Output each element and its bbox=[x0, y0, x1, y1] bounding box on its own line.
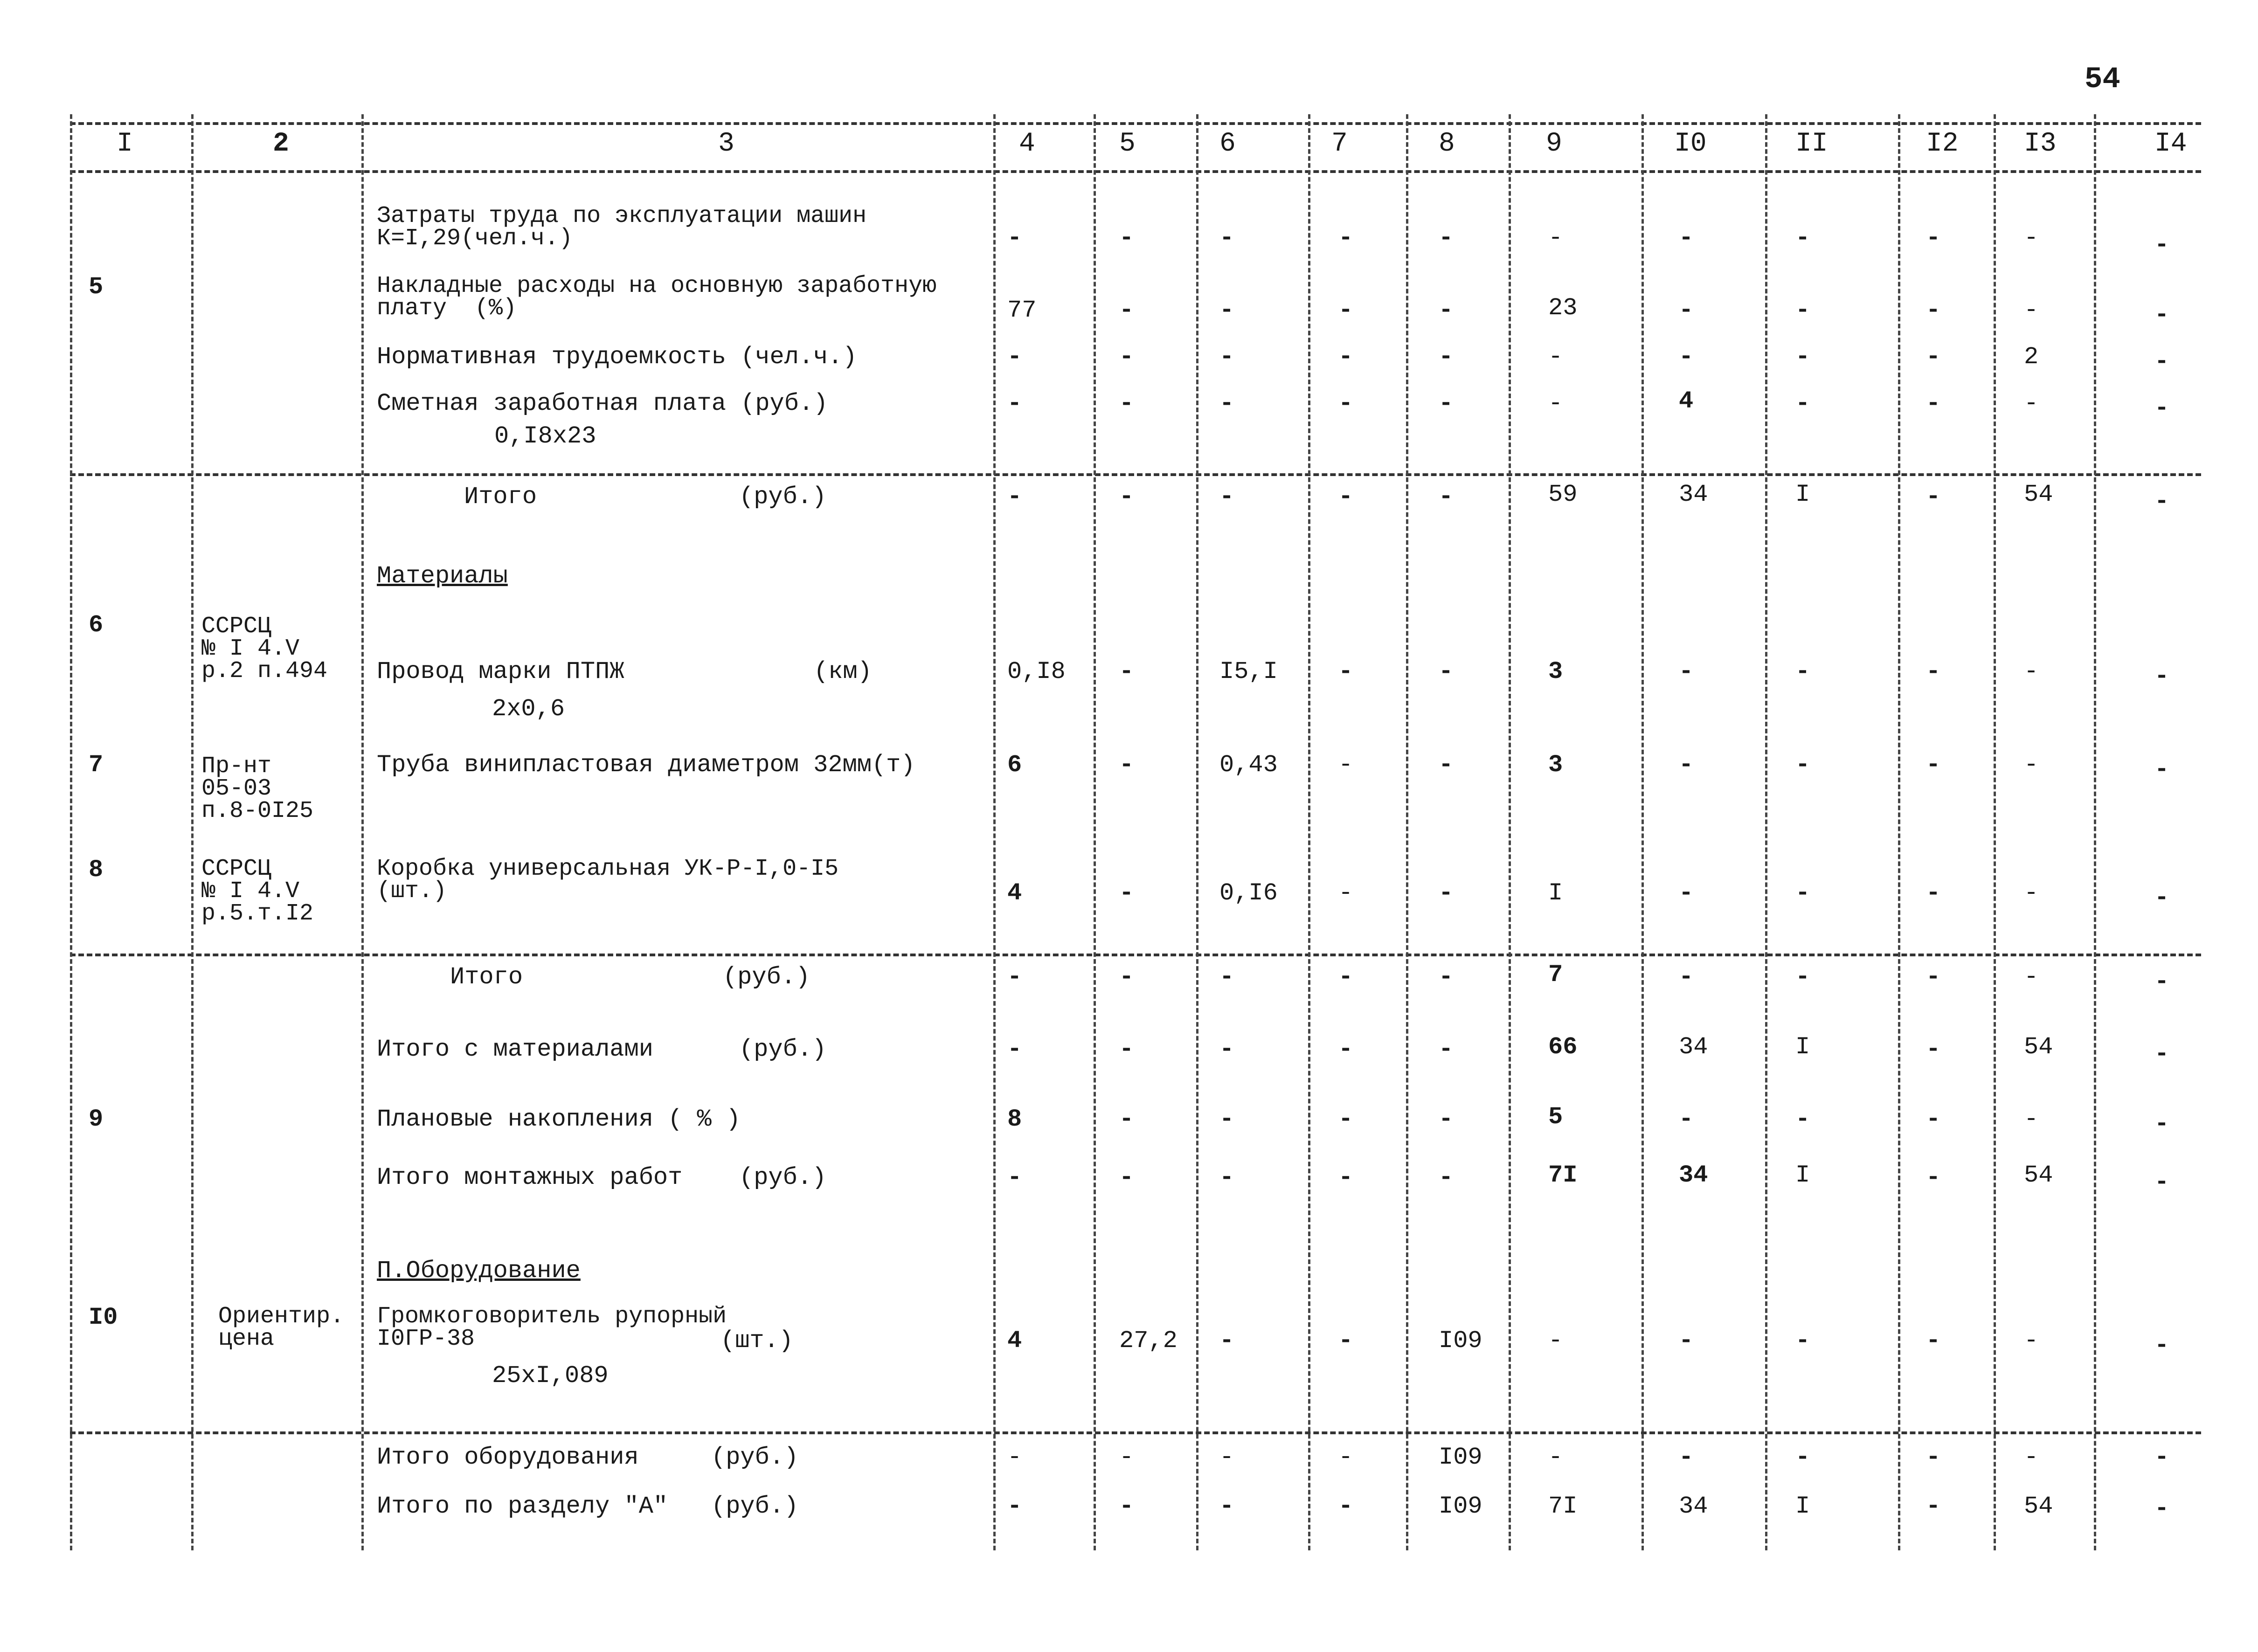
cell-col8: I09 bbox=[1439, 1444, 1482, 1471]
row-unit: (руб.) bbox=[739, 483, 827, 511]
cell-col11: - bbox=[1795, 1106, 1810, 1133]
col-divider bbox=[1642, 114, 1644, 1550]
cell-col10: - bbox=[1679, 963, 1694, 991]
cell-col14: - bbox=[2154, 348, 2169, 375]
cell-col7: - bbox=[1338, 658, 1353, 685]
cell-col9: - bbox=[1548, 390, 1563, 417]
cell-col6: - bbox=[1219, 1164, 1234, 1191]
cell-col6: 0,I6 bbox=[1219, 879, 1278, 907]
cell-col12: - bbox=[1926, 1036, 1941, 1063]
cell-col6: 0,43 bbox=[1219, 751, 1278, 779]
cell-col12: - bbox=[1926, 1106, 1941, 1133]
cell-col10: - bbox=[1679, 1327, 1694, 1355]
cell-col8: I09 bbox=[1439, 1327, 1482, 1355]
section-heading: Материалы bbox=[377, 562, 508, 590]
cell-col4: 4 bbox=[1007, 1327, 1022, 1355]
row-unit: (руб.) bbox=[711, 1493, 799, 1520]
cell-col7: - bbox=[1338, 963, 1353, 991]
cell-col13: - bbox=[2024, 390, 2039, 417]
cell-col8: I09 bbox=[1439, 1493, 1482, 1520]
cell-col12: - bbox=[1926, 297, 1941, 324]
cell-col13: - bbox=[2024, 297, 2039, 324]
cell-col7: - bbox=[1338, 1036, 1353, 1063]
cell-col6: - bbox=[1219, 297, 1234, 324]
cell-col4: - bbox=[1007, 1036, 1022, 1063]
cell-col13: 2 bbox=[2024, 343, 2039, 371]
cell-col10: - bbox=[1679, 879, 1694, 907]
cell-col14: - bbox=[2154, 1110, 2169, 1138]
row-label: Коробка универсальная УК-Р-I,0-I5 (шт.) bbox=[377, 856, 839, 905]
cell-col12: - bbox=[1926, 963, 1941, 991]
cell-col8: - bbox=[1439, 1164, 1454, 1191]
cell-col7: - bbox=[1338, 390, 1353, 417]
cell-col4: 77 bbox=[1007, 297, 1037, 324]
rule-section-2 bbox=[70, 954, 2201, 956]
cell-col8: - bbox=[1439, 1036, 1454, 1063]
cell-col11: - bbox=[1795, 879, 1810, 907]
cell-col5: - bbox=[1119, 1493, 1134, 1520]
rule-top bbox=[70, 122, 2201, 125]
cell-col8: - bbox=[1439, 879, 1454, 907]
cell-col6: - bbox=[1219, 1493, 1234, 1520]
header-cell: 4 bbox=[1019, 129, 1035, 159]
cell-col9: 3 bbox=[1548, 658, 1563, 685]
cell-col14: - bbox=[2154, 1444, 2169, 1471]
header-cell: 5 bbox=[1119, 129, 1136, 159]
cell-col9: - bbox=[1548, 1327, 1563, 1355]
col-divider bbox=[1898, 114, 1900, 1550]
cell-col14: - bbox=[2154, 394, 2169, 422]
cell-col5: - bbox=[1119, 1164, 1134, 1191]
cell-col12: - bbox=[1926, 1164, 1941, 1191]
cell-col11: I bbox=[1795, 481, 1810, 508]
header-cell: II bbox=[1795, 129, 1828, 159]
cell-col9: 5 bbox=[1548, 1103, 1563, 1131]
cell-col12: - bbox=[1926, 483, 1941, 511]
row-label: Итого с материалами bbox=[377, 1036, 653, 1063]
cell-col6: - bbox=[1219, 224, 1234, 252]
cell-col6: I5,I bbox=[1219, 658, 1278, 685]
cell-col4: 0,I8 bbox=[1007, 658, 1066, 685]
cell-col6: - bbox=[1219, 390, 1234, 417]
row-code: Пр-нт 05-03 п.8-0I25 bbox=[201, 753, 314, 824]
cell-col9: - bbox=[1548, 224, 1563, 252]
cell-col5: - bbox=[1119, 343, 1134, 371]
cell-col10: 34 bbox=[1679, 481, 1708, 508]
section-heading: П.Оборудование bbox=[377, 1257, 581, 1285]
row-sub: 25xI,089 bbox=[492, 1362, 609, 1389]
cell-col13: 54 bbox=[2024, 1161, 2053, 1189]
cell-col7: - bbox=[1338, 483, 1353, 511]
row-label: Труба винипластовая диаметром 32мм(т) bbox=[377, 751, 915, 779]
row-sub: 0,I8x23 bbox=[494, 422, 596, 450]
cell-col8: - bbox=[1439, 343, 1454, 371]
cell-col4: - bbox=[1007, 343, 1022, 371]
row-unit: (руб.) bbox=[739, 1036, 827, 1063]
row-label: Накладные расходы на основную заработную плату (%) bbox=[377, 273, 937, 322]
col-divider bbox=[1196, 114, 1198, 1550]
row-number: 7 bbox=[89, 751, 104, 779]
row-label: Итого оборудования bbox=[377, 1444, 639, 1471]
cell-col11: - bbox=[1795, 224, 1810, 252]
cell-col10: - bbox=[1679, 658, 1694, 685]
cell-col8: - bbox=[1439, 658, 1454, 685]
header-cell: 3 bbox=[718, 129, 734, 159]
page-number: 54 bbox=[2085, 63, 2120, 97]
cell-col10: 34 bbox=[1679, 1033, 1708, 1061]
cell-col11: I bbox=[1795, 1161, 1810, 1189]
cell-col5: - bbox=[1119, 658, 1134, 685]
cell-col12: - bbox=[1926, 343, 1941, 371]
cell-col4: - bbox=[1007, 1164, 1022, 1191]
cell-col13: - bbox=[2024, 224, 2039, 252]
cell-col10: - bbox=[1679, 751, 1694, 779]
header-cell: 9 bbox=[1546, 129, 1562, 159]
cell-col6: - bbox=[1219, 1106, 1234, 1133]
cell-col5: - bbox=[1119, 751, 1134, 779]
cell-col14: - bbox=[2154, 488, 2169, 515]
row-label: Затраты труда по эксплуатации машин К=I,29(чел.ч.) bbox=[377, 203, 867, 252]
cell-col10: - bbox=[1679, 1444, 1694, 1471]
cell-col8: - bbox=[1439, 390, 1454, 417]
cell-col10: 34 bbox=[1679, 1493, 1708, 1520]
col-divider bbox=[1406, 114, 1408, 1550]
cell-col13: - bbox=[2024, 1106, 2039, 1133]
header-cell: 2 bbox=[273, 129, 289, 159]
cell-col4: - bbox=[1007, 1444, 1022, 1471]
cell-col4: 4 bbox=[1007, 879, 1022, 907]
cell-col13: - bbox=[2024, 1327, 2039, 1355]
cell-col6: - bbox=[1219, 963, 1234, 991]
header-cell: I4 bbox=[2154, 129, 2187, 159]
row-unit: (км) bbox=[814, 658, 872, 685]
header-cell: 6 bbox=[1219, 129, 1236, 159]
cell-col4: 6 bbox=[1007, 751, 1022, 779]
cell-col10: 4 bbox=[1679, 387, 1694, 415]
cell-col8: - bbox=[1439, 224, 1454, 252]
cell-col14: - bbox=[2154, 884, 2169, 912]
cell-col7: - bbox=[1338, 297, 1353, 324]
col-divider bbox=[1765, 114, 1767, 1550]
rule-header bbox=[70, 170, 2201, 173]
cell-col9: 7I bbox=[1548, 1493, 1578, 1520]
row-label: Громкоговоритель рупорный I0ГР-38 bbox=[377, 1303, 727, 1352]
col-divider bbox=[1994, 114, 1996, 1550]
cell-col9: 23 bbox=[1548, 294, 1578, 322]
cell-col11: - bbox=[1795, 343, 1810, 371]
cell-col11: - bbox=[1795, 658, 1810, 685]
cell-col11: - bbox=[1795, 1444, 1810, 1471]
cell-col5: - bbox=[1119, 963, 1134, 991]
cell-col10: - bbox=[1679, 297, 1694, 324]
cell-col14: - bbox=[2154, 1495, 2169, 1522]
row-sub: 2x0,6 bbox=[492, 695, 565, 723]
row-label: Провод марки ПТПЖ bbox=[377, 658, 624, 685]
cell-col14: - bbox=[2154, 231, 2169, 259]
header-cell: I0 bbox=[1674, 129, 1707, 159]
cell-col14: - bbox=[2154, 1168, 2169, 1196]
cell-col12: - bbox=[1926, 390, 1941, 417]
cell-col13: 54 bbox=[2024, 1493, 2053, 1520]
cell-col5: - bbox=[1119, 390, 1134, 417]
cell-col8: - bbox=[1439, 483, 1454, 511]
cell-col6: - bbox=[1219, 1036, 1234, 1063]
col-divider bbox=[361, 114, 364, 1550]
cell-col9: 7I bbox=[1548, 1161, 1578, 1189]
cell-col13: - bbox=[2024, 658, 2039, 685]
row-unit: (руб.) bbox=[711, 1444, 799, 1471]
row-label: Итого монтажных работ bbox=[377, 1164, 683, 1191]
row-label: Итого по разделу "А" bbox=[377, 1493, 668, 1520]
col-divider bbox=[1094, 114, 1096, 1550]
col-divider bbox=[2094, 114, 2096, 1550]
row-code: ССРСЦ № I 4.V р.2 п.494 bbox=[201, 613, 328, 684]
cell-col12: - bbox=[1926, 1493, 1941, 1520]
cell-col12: - bbox=[1926, 751, 1941, 779]
cell-col7: - bbox=[1338, 1164, 1353, 1191]
cell-col5: - bbox=[1119, 879, 1134, 907]
row-code: Ориентир. цена bbox=[218, 1303, 345, 1352]
cell-col12: - bbox=[1926, 1444, 1941, 1471]
row-code: ССРСЦ № I 4.V р.5.т.I2 bbox=[201, 856, 314, 927]
cell-col7: - bbox=[1338, 1106, 1353, 1133]
cell-col11: I bbox=[1795, 1493, 1810, 1520]
cell-col14: - bbox=[2154, 663, 2169, 690]
row-label: Итого bbox=[464, 483, 537, 511]
cell-col11: - bbox=[1795, 963, 1810, 991]
col-divider bbox=[70, 114, 72, 1550]
cell-col12: - bbox=[1926, 224, 1941, 252]
cell-col5: - bbox=[1119, 1444, 1134, 1471]
cell-col5: - bbox=[1119, 483, 1134, 511]
cell-col5: - bbox=[1119, 1036, 1134, 1063]
cell-col7: - bbox=[1338, 879, 1353, 907]
cell-col9: 3 bbox=[1548, 751, 1563, 779]
cell-col14: - bbox=[2154, 968, 2169, 995]
cell-col6: - bbox=[1219, 343, 1234, 371]
header-cell: I bbox=[117, 129, 133, 159]
cell-col13: 54 bbox=[2024, 481, 2053, 508]
cell-col11: I bbox=[1795, 1033, 1810, 1061]
cell-col14: - bbox=[2154, 1332, 2169, 1359]
cell-col13: - bbox=[2024, 1444, 2039, 1471]
row-unit: (руб.) bbox=[739, 1164, 827, 1191]
cell-col11: - bbox=[1795, 390, 1810, 417]
cell-col9: I bbox=[1548, 879, 1563, 907]
cell-col8: - bbox=[1439, 963, 1454, 991]
col-divider bbox=[993, 114, 996, 1550]
cell-col13: - bbox=[2024, 879, 2039, 907]
cell-col11: - bbox=[1795, 1327, 1810, 1355]
cell-col5: - bbox=[1119, 297, 1134, 324]
cell-col9: - bbox=[1548, 343, 1563, 371]
header-cell: I2 bbox=[1926, 129, 1959, 159]
cell-col8: - bbox=[1439, 1106, 1454, 1133]
col-divider bbox=[191, 114, 194, 1550]
rule-section-3 bbox=[70, 1431, 2201, 1434]
col-divider bbox=[1308, 114, 1310, 1550]
cell-col4: - bbox=[1007, 483, 1022, 511]
header-cell: 7 bbox=[1331, 129, 1348, 159]
cell-col4: - bbox=[1007, 224, 1022, 252]
cell-col10: - bbox=[1679, 343, 1694, 371]
cell-col10: - bbox=[1679, 1106, 1694, 1133]
cell-col7: - bbox=[1338, 224, 1353, 252]
row-number: 8 bbox=[89, 856, 104, 884]
row-number: 6 bbox=[89, 611, 104, 639]
row-label: Сметная заработная плата (руб.) bbox=[377, 390, 828, 417]
cell-col13: 54 bbox=[2024, 1033, 2053, 1061]
cell-col4: 8 bbox=[1007, 1106, 1022, 1133]
cell-col11: - bbox=[1795, 751, 1810, 779]
row-label: Итого bbox=[450, 963, 523, 991]
cell-col4: - bbox=[1007, 390, 1022, 417]
header-cell: I3 bbox=[2024, 129, 2057, 159]
cell-col10: 34 bbox=[1679, 1161, 1708, 1189]
header-cell: 8 bbox=[1439, 129, 1455, 159]
row-number: 5 bbox=[89, 273, 104, 301]
cell-col7: - bbox=[1338, 1327, 1353, 1355]
cell-col7: - bbox=[1338, 1444, 1353, 1471]
rule-section-1 bbox=[70, 473, 2201, 476]
cell-col8: - bbox=[1439, 297, 1454, 324]
cell-col9: 66 bbox=[1548, 1033, 1578, 1061]
row-number: 9 bbox=[89, 1106, 104, 1133]
cell-col5: 27,2 bbox=[1119, 1327, 1177, 1355]
cell-col7: - bbox=[1338, 751, 1353, 779]
cell-col11: - bbox=[1795, 297, 1810, 324]
cell-col12: - bbox=[1926, 658, 1941, 685]
row-unit: (шт.) bbox=[720, 1327, 794, 1355]
cell-col6: - bbox=[1219, 483, 1234, 511]
cell-col8: - bbox=[1439, 751, 1454, 779]
cell-col5: - bbox=[1119, 1106, 1134, 1133]
col-divider bbox=[1509, 114, 1511, 1550]
cell-col13: - bbox=[2024, 963, 2039, 991]
cell-col9: 59 bbox=[1548, 481, 1578, 508]
cell-col4: - bbox=[1007, 1493, 1022, 1520]
row-unit: (руб.) bbox=[723, 963, 810, 991]
row-number: I0 bbox=[89, 1304, 118, 1331]
cell-col14: - bbox=[2154, 301, 2169, 329]
cell-col14: - bbox=[2154, 756, 2169, 783]
cell-col9: 7 bbox=[1548, 961, 1563, 988]
cell-col14: - bbox=[2154, 1040, 2169, 1068]
row-label: Плановые накопления ( % ) bbox=[377, 1106, 741, 1133]
cell-col9: - bbox=[1548, 1444, 1563, 1471]
cell-col6: - bbox=[1219, 1327, 1234, 1355]
cell-col13: - bbox=[2024, 751, 2039, 779]
cell-col12: - bbox=[1926, 879, 1941, 907]
cell-col6: - bbox=[1219, 1444, 1234, 1471]
cell-col7: - bbox=[1338, 343, 1353, 371]
cell-col5: - bbox=[1119, 224, 1134, 252]
cell-col10: - bbox=[1679, 224, 1694, 252]
cell-col12: - bbox=[1926, 1327, 1941, 1355]
cell-col4: - bbox=[1007, 963, 1022, 991]
cell-col7: - bbox=[1338, 1493, 1353, 1520]
row-label: Нормативная трудоемкость (чел.ч.) bbox=[377, 343, 857, 371]
